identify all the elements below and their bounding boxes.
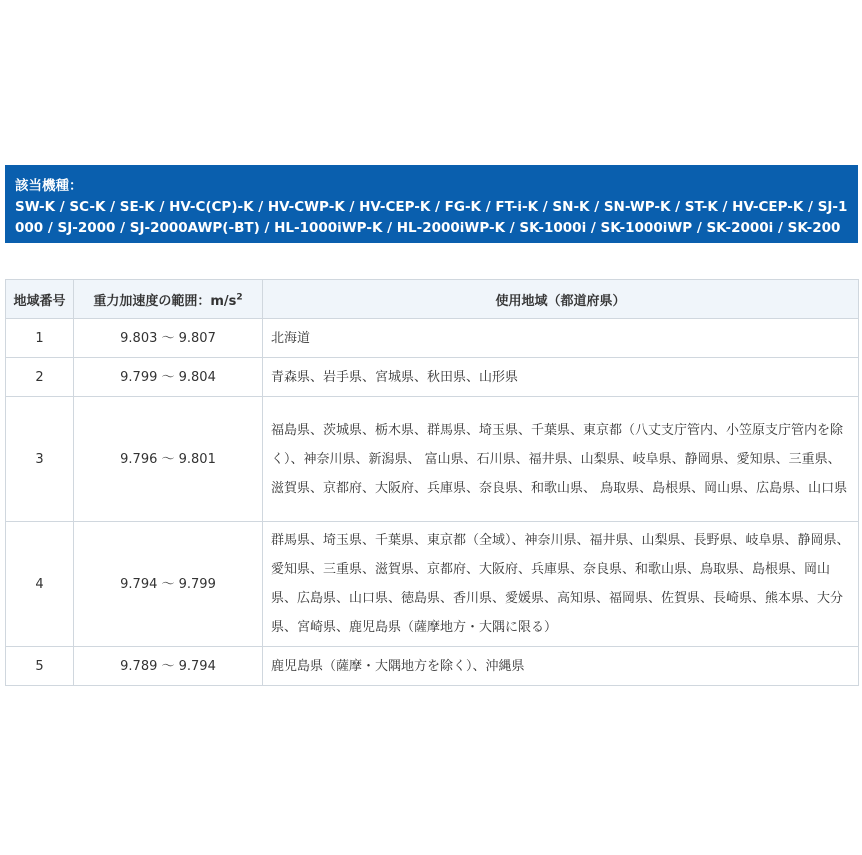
- gravity-zone-table: [5, 279, 859, 686]
- applicable-models-banner: [5, 165, 858, 257]
- gravity-range: 9.789 ～ 9.794: [74, 647, 263, 686]
- zone-number: 4: [6, 522, 74, 647]
- table-row: [6, 647, 859, 686]
- gravity-range: 9.799 ～ 9.804: [74, 358, 263, 397]
- regions: 福島県、茨城県、栃木県、群馬県、埼玉県、千葉県、東京都（八丈支庁管内、小笠原支庁管内を除く）、神奈川県、新潟県、 富山県、石川県、福井県、山梨県、岐阜県、静岡県、愛知県、三重県、滋賀県、京都府、大阪府、兵庫県、奈良県、和歌山県、 鳥取県、島根県、岡山県、広島県、山口県: [263, 397, 859, 522]
- gravity-range: 9.794 ～ 9.799: [74, 522, 263, 647]
- table-row: [6, 397, 859, 522]
- applicable-models-label: 該当機種：: [15, 178, 83, 194]
- table-header-row: [6, 280, 859, 319]
- gravity-range: 9.803 ～ 9.807: [74, 319, 263, 358]
- header-gravity-range: [74, 280, 263, 319]
- regions: 北海道: [263, 319, 859, 358]
- table-row: [6, 358, 859, 397]
- zone-number: 2: [6, 358, 74, 397]
- header-regions: 使用地域（都道府県）: [263, 280, 859, 319]
- header-gravity-range-label: 重力加速度の範囲：m/s: [93, 293, 237, 309]
- zone-number: 1: [6, 319, 74, 358]
- regions: 鹿児島県（薩摩・大隅地方を除く）、沖縄県: [263, 647, 859, 686]
- table-row: [6, 522, 859, 647]
- zone-number: 5: [6, 647, 74, 686]
- applicable-models-list: SW-K / SC-K / SE-K / HV-C(CP)-K / HV-CWP-K / HV-CEP-K / FG-K / FT-i-K / SN-K / SN-WP-K / ST-K / HV-CEP-K / SJ-1000 / SJ-2000 / SJ-2000AWP(-BT) / HL-1000iWP-K / HL-2000iWP-K / SK-1000i / SK-1000iWP / SK-2000i / SK-2000iWP: [15, 199, 848, 257]
- gravity-range: 9.796 ～ 9.801: [74, 397, 263, 522]
- regions: 群馬県、埼玉県、千葉県、東京都（全域）、神奈川県、福井県、山梨県、長野県、岐阜県、静岡県、愛知県、三重県、滋賀県、京都府、大阪府、兵庫県、奈良県、和歌山県、鳥取県、島根県、岡山県、広島県、山口県、徳島県、香川県、愛媛県、高知県、福岡県、佐賀県、長崎県、熊本県、大分県、宮崎県、鹿児島県（薩摩地方・大隅に限る）: [263, 522, 859, 647]
- zone-number: 3: [6, 397, 74, 522]
- regions: 青森県、岩手県、宮城県、秋田県、山形県: [263, 358, 859, 397]
- header-gravity-range-exponent: 2: [236, 292, 243, 303]
- table-row: [6, 319, 859, 358]
- header-zone-number: 地域番号: [6, 280, 74, 319]
